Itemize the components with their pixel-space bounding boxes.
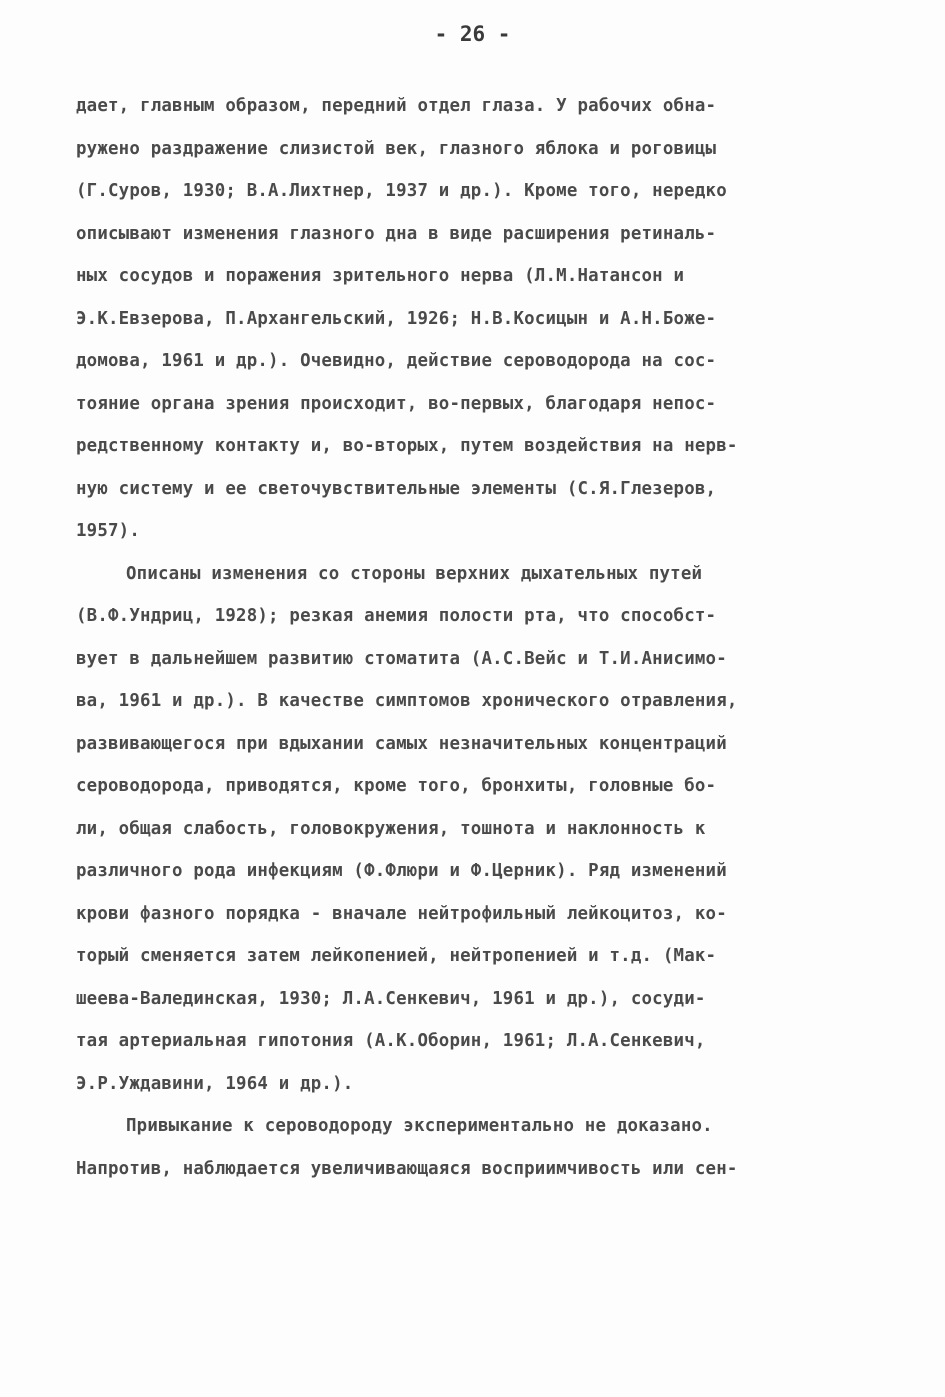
text-line: крови фазного порядка - вначале нейтрофильный лейкоцитоз, ко- (76, 903, 727, 924)
text-line: Привыкание к сероводороду экспериментально не доказано. (126, 1116, 713, 1136)
text-line: описывают изменения глазного дна в виде расширения ретиналь- (76, 223, 717, 244)
text-line: домова, 1961 и др.). Очевидно, действие сероводорода на сос- (76, 351, 717, 371)
text-line: Э.Р.Уждавини, 1964 и др.). (76, 1073, 354, 1094)
text-line: Описаны изменения со стороны верхних дыхательных путей (126, 563, 703, 584)
text-line: редственному контакту и, во-вторых, путем воздействия на нерв- (76, 436, 738, 456)
text-line: ва, 1961 и др.). В качестве симптомов хронического отравления, (76, 691, 738, 711)
text-line: тояние органа зрения происходит, во-первых, благодаря непос- (76, 393, 717, 414)
text-line: вует в дальнейшем развитию стоматита (А.С.Вейс и Т.И.Анисимо- (76, 648, 727, 669)
paragraph-3 (76, 1105, 876, 1190)
page-number: - 26 - (434, 22, 511, 46)
paragraph-1 (76, 85, 876, 553)
text-line: (В.Ф.Ундриц, 1928); резкая анемия полости рта, что способст- (76, 606, 717, 626)
text-line: тая артериальная гипотония (А.К.Оборин, 1961; Л.А.Сенкевич, (76, 1031, 706, 1051)
text-line: ную систему и ее светочувствительные элементы (С.Я.Глезеров, (76, 478, 717, 499)
text-line: развивающегося при вдыхании самых незначительных концентраций (76, 733, 727, 754)
text-line: дает, главным образом, передний отдел глаза. У рабочих обна- (76, 96, 717, 116)
paragraph-2 (76, 553, 876, 1106)
text-line: сероводорода, приводятся, кроме того, бронхиты, головные бо- (76, 776, 717, 796)
text-line: ли, общая слабость, головокружения, тошнота и наклонность к (76, 818, 706, 839)
body-text (76, 85, 876, 1190)
text-line: различного рода инфекциям (Ф.Флюри и Ф.Церник). Ряд изменений (76, 861, 727, 881)
text-line: Э.К.Евзерова, П.Архангельский, 1926; Н.В.Косицын и А.Н.Боже- (76, 308, 717, 329)
text-line: ружено раздражение слизистой век, глазного яблока и роговицы (76, 138, 717, 159)
text-line: ных сосудов и поражения зрительного нерва (Л.М.Натансон и (76, 266, 685, 286)
text-line: Напротив, наблюдается увеличивающаяся восприимчивость или сен- (76, 1158, 738, 1179)
text-line: 1957). (76, 521, 141, 541)
text-line: шеева-Валединская, 1930; Л.А.Сенкевич, 1961 и др.), сосуди- (76, 988, 706, 1009)
text-line: торый сменяется затем лейкопенией, нейтропенией и т.д. (Мак- (76, 946, 717, 966)
text-line: (Г.Суров, 1930; В.А.Лихтнер, 1937 и др.). Кроме того, нередко (76, 181, 727, 201)
